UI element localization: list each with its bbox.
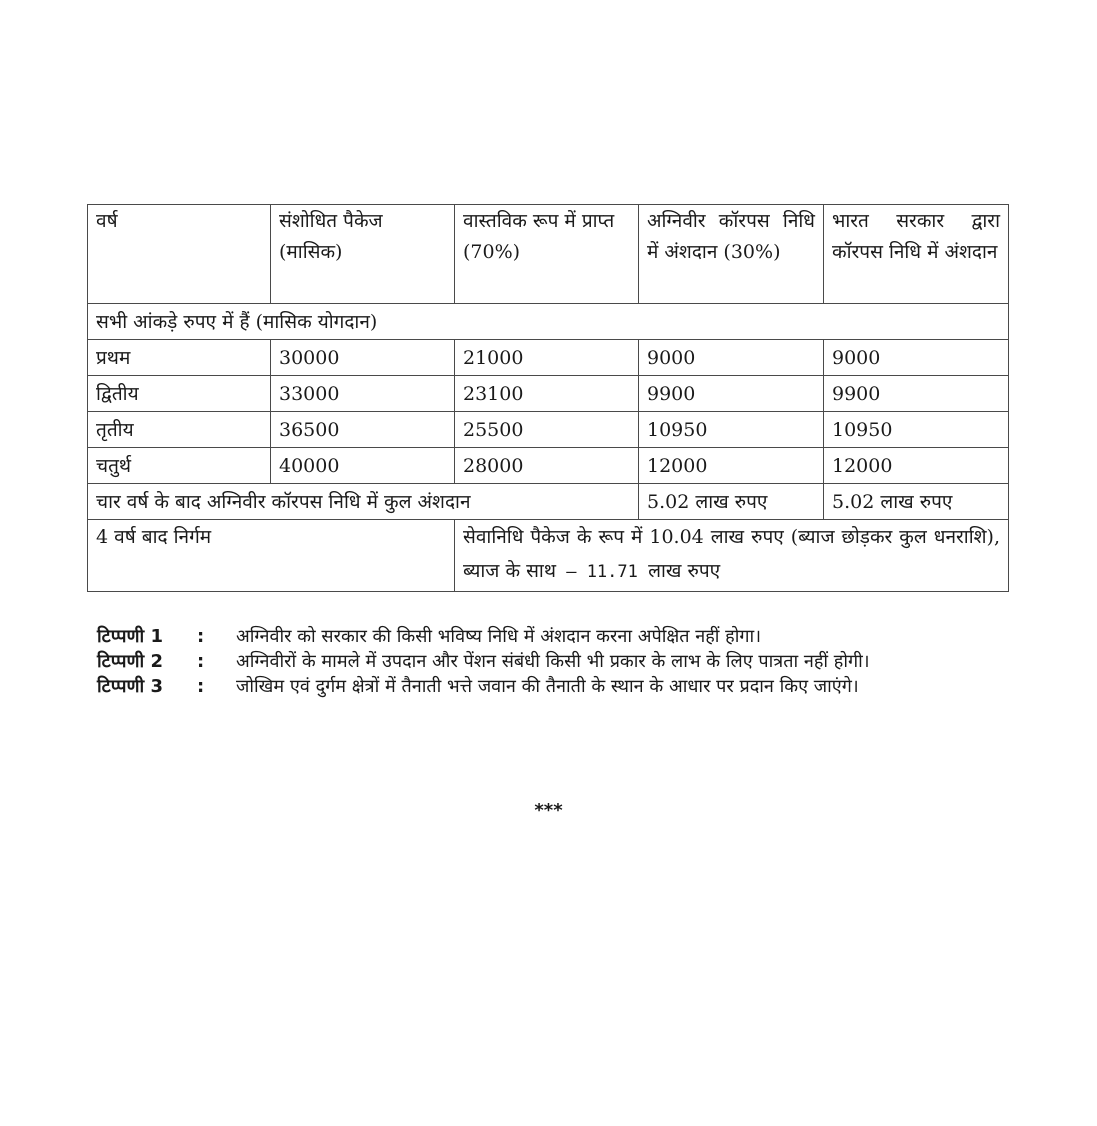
- header-revised-package: संशोधित पैकेज (मासिक): [271, 205, 455, 304]
- government-cell: 10950: [824, 412, 1009, 448]
- table-row: [88, 376, 1009, 412]
- exit-text-amount: – 11.71: [555, 562, 649, 582]
- package-cell: 30000: [271, 340, 455, 376]
- note-text: जोखिम एवं दुर्गम क्षेत्रों में तैनाती भत्ते जवान की तैनाती के स्थान के आधार पर प्रदान किए जाएंगे।: [236, 676, 859, 697]
- year-cell: चतुर्थ: [88, 448, 271, 484]
- government-cell: 12000: [824, 448, 1009, 484]
- note-label: टिप्पणी 1: [97, 626, 163, 647]
- header-received: वास्तविक रूप में प्राप्त (70%): [455, 205, 639, 304]
- package-cell: 33000: [271, 376, 455, 412]
- note-text: अग्निवीरों के मामले में उपदान और पेंशन संबंधी किसी भी प्रकार के लाभ के लिए पात्रता नहीं होगी।: [236, 651, 870, 672]
- total-label: चार वर्ष के बाद अग्निवीर कॉरपस निधि में कुल अंशदान: [88, 484, 639, 520]
- note-label: टिप्पणी 2: [97, 651, 163, 672]
- agniveer-cell: 9900: [639, 376, 824, 412]
- package-cell: 40000: [271, 448, 455, 484]
- note-colon: :: [197, 651, 205, 672]
- year-cell: तृतीय: [88, 412, 271, 448]
- exit-row: [88, 520, 1009, 592]
- total-row: [88, 484, 1009, 520]
- table-note-row: [88, 304, 1009, 340]
- header-agniveer-contribution: अग्निवीर कॉरपस निधि में अंशदान (30%): [639, 205, 824, 304]
- figures-note: सभी आंकड़े रुपए में हैं (मासिक योगदान): [88, 304, 1009, 340]
- total-government: 5.02 लाख रुपए: [824, 484, 1009, 520]
- received-cell: 23100: [455, 376, 639, 412]
- header-year: वर्ष: [88, 205, 271, 304]
- exit-text-part1: सेवानिधि पैकेज के रूप में 10.04 लाख रुपए (ब्याज छोड़कर कुल धनराशि), ब्याज के साथ: [463, 526, 1000, 582]
- exit-label: 4 वर्ष बाद निर्गम: [88, 520, 455, 592]
- received-cell: 21000: [455, 340, 639, 376]
- table-row: [88, 412, 1009, 448]
- total-agniveer: 5.02 लाख रुपए: [639, 484, 824, 520]
- agniveer-cell: 10950: [639, 412, 824, 448]
- note-item: [97, 676, 1002, 698]
- note-item: [97, 651, 1002, 673]
- table-header-row: [88, 205, 1009, 304]
- table-row: [88, 340, 1009, 376]
- table-row: [88, 448, 1009, 484]
- header-government-contribution: भारत सरकार द्वारा कॉरपस निधि में अंशदान: [824, 205, 1009, 304]
- package-cell: 36500: [271, 412, 455, 448]
- note-colon: :: [197, 626, 205, 647]
- note-label: टिप्पणी 3: [97, 676, 163, 697]
- received-cell: 28000: [455, 448, 639, 484]
- notes-section: [97, 626, 1002, 701]
- note-item: [97, 626, 1002, 648]
- year-cell: प्रथम: [88, 340, 271, 376]
- agniveer-cell: 12000: [639, 448, 824, 484]
- contribution-table: [87, 204, 1009, 592]
- government-cell: 9000: [824, 340, 1009, 376]
- exit-text-part3: लाख रुपए: [648, 560, 721, 582]
- year-cell: द्वितीय: [88, 376, 271, 412]
- exit-package-text: [455, 520, 1009, 592]
- government-cell: 9900: [824, 376, 1009, 412]
- note-text: अग्निवीर को सरकार की किसी भविष्य निधि में अंशदान करना अपेक्षित नहीं होगा।: [236, 626, 762, 647]
- end-mark: ***: [534, 800, 563, 821]
- agniveer-cell: 9000: [639, 340, 824, 376]
- note-colon: :: [197, 676, 205, 697]
- received-cell: 25500: [455, 412, 639, 448]
